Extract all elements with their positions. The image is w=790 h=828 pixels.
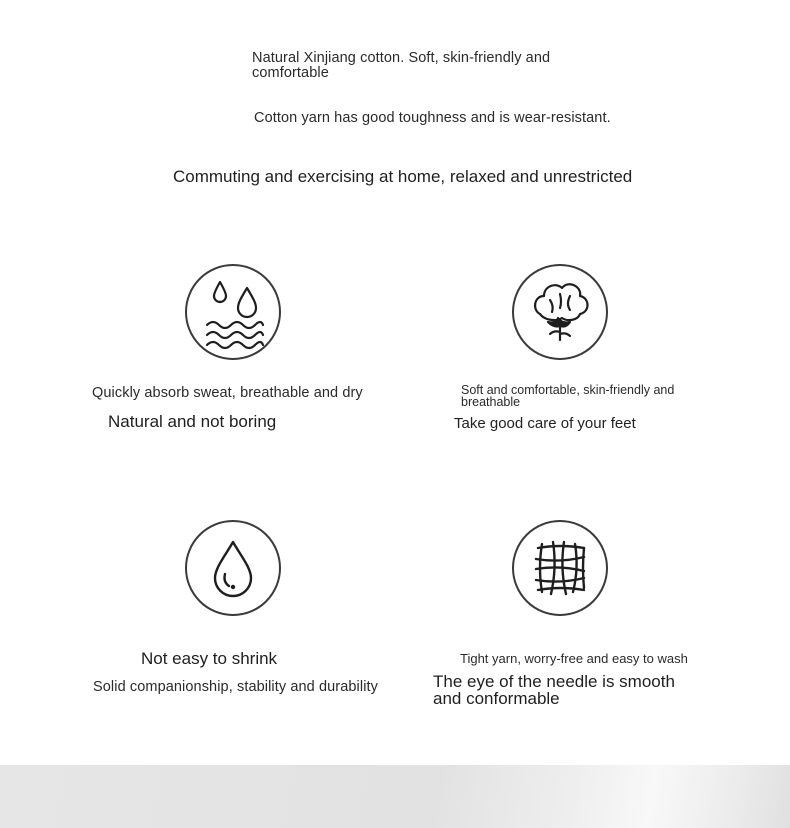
feature-1-caption: Quickly absorb sweat, breathable and dry	[92, 385, 363, 401]
intro-line-1-cont: comfortable	[252, 65, 329, 81]
intro-line-2: Cotton yarn has good toughness and is wear-resistant.	[254, 110, 611, 126]
feature-1-subcaption: Natural and not boring	[108, 412, 277, 431]
feature-4-subcaption-cont: and conformable	[433, 689, 560, 708]
headline: Commuting and exercising at home, relaxed and unrestricted	[173, 167, 633, 186]
feature-3-caption: Not easy to shrink	[141, 649, 278, 668]
feature-3-subcaption: Solid companionship, stability and durability	[93, 679, 378, 695]
cotton-flower-icon	[512, 264, 608, 360]
feature-4-caption: Tight yarn, worry-free and easy to wash	[460, 651, 688, 666]
intro-line-1: Natural Xinjiang cotton. Soft, skin-friendly and	[252, 50, 551, 66]
water-drops-waves-icon	[185, 264, 281, 360]
mesh-grid-icon	[512, 520, 608, 616]
feature-2-subcaption: Take good care of your feet	[454, 415, 636, 432]
water-drop-icon	[185, 520, 281, 616]
fabric-texture-image	[0, 765, 790, 828]
feature-4-subcaption: The eye of the needle is smooth	[433, 672, 675, 691]
feature-2-caption-cont: breathable	[461, 395, 521, 409]
feature-2-caption: Soft and comfortable, skin-friendly and	[461, 383, 675, 397]
